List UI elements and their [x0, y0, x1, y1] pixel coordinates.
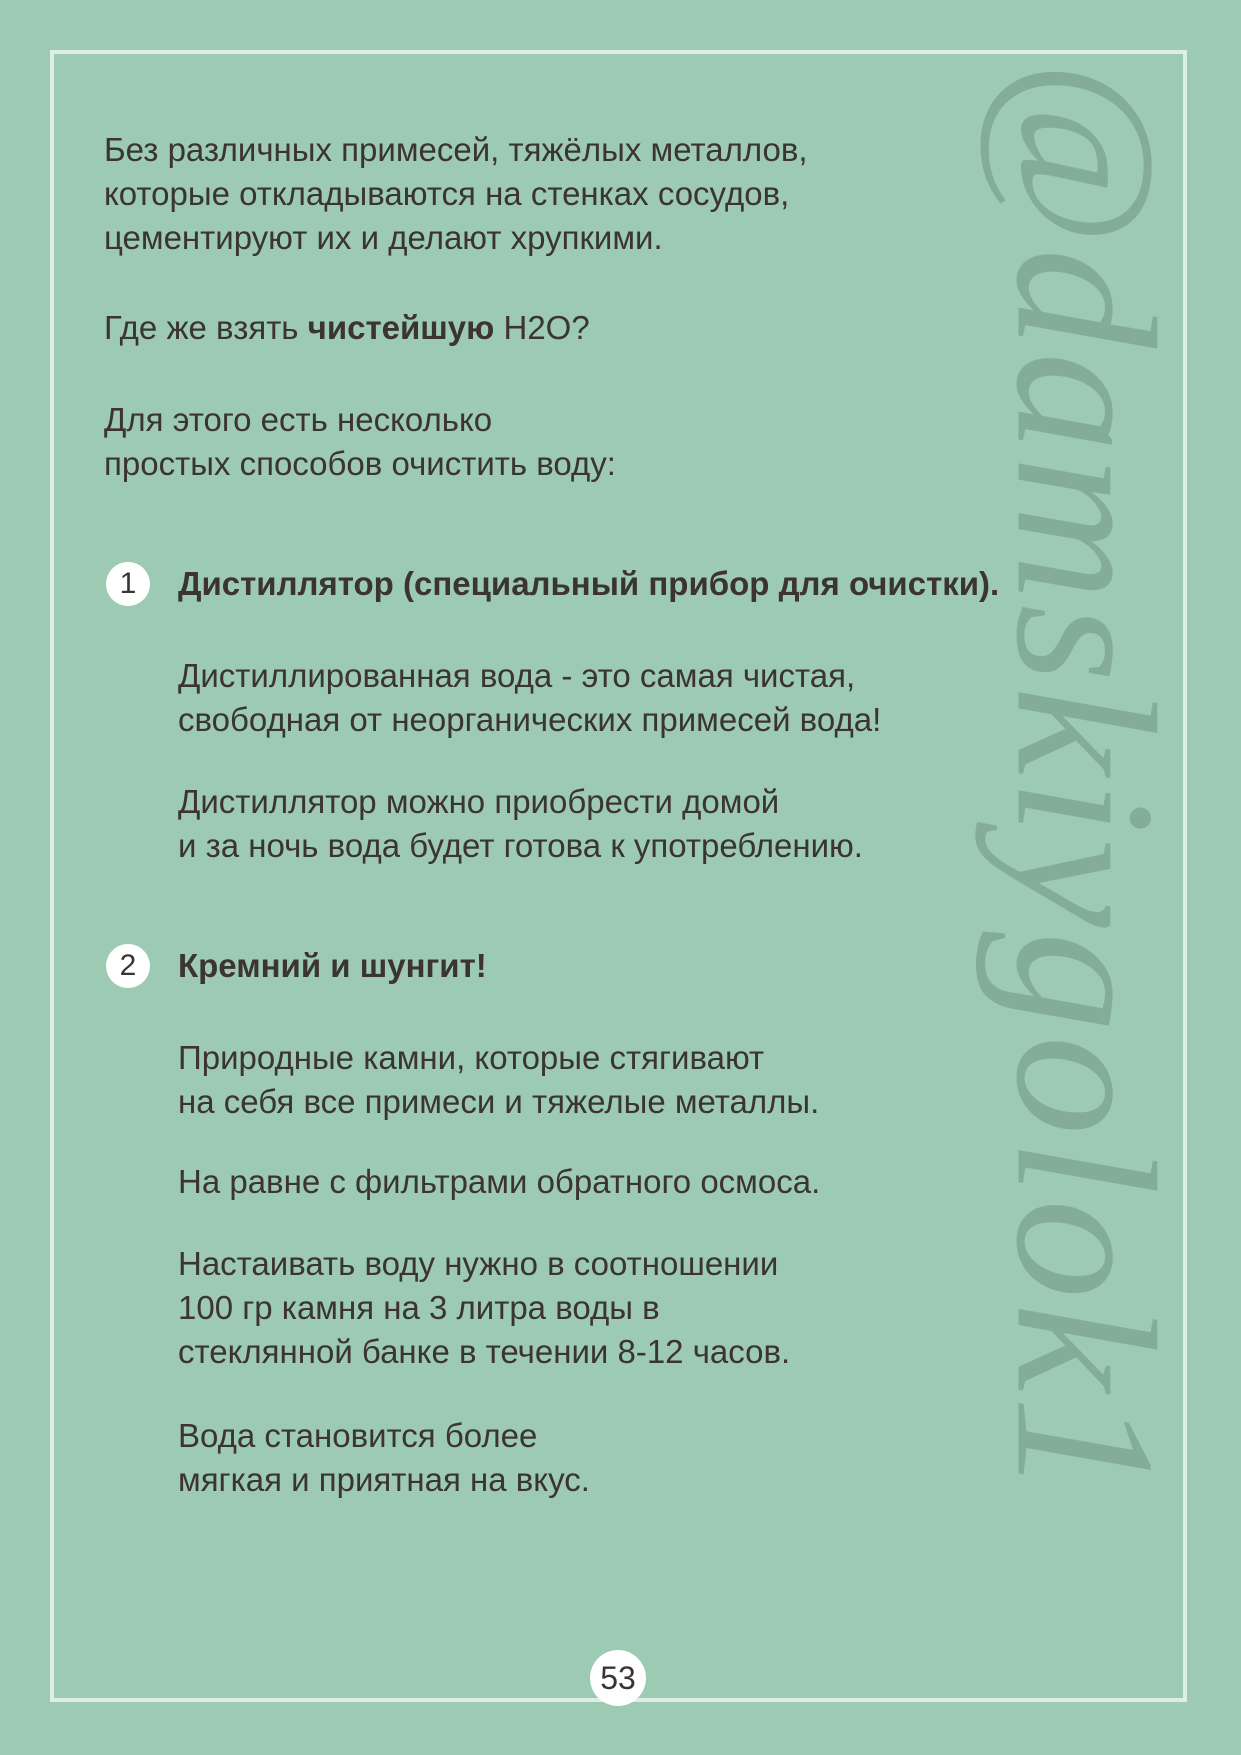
item-2-paragraph [178, 1036, 819, 1124]
text-line: на себя все примеси и тяжелые металлы. [178, 1083, 820, 1120]
text-line: 100 гр камня на 3 литра воды в [178, 1289, 660, 1326]
text-line: Для этого есть несколько [104, 401, 493, 438]
item-2-paragraph [178, 1414, 590, 1502]
text-line: На равне с фильтрами обратного осмоса. [178, 1163, 821, 1200]
page-number: 53 [590, 1650, 646, 1706]
text-line: мягкая и приятная на вкус. [178, 1461, 590, 1498]
text-line: Дистиллятор можно приобрести домой [178, 783, 780, 820]
item-1-title: Дистиллятор (специальный прибор для очистки). [178, 565, 1000, 602]
watermark: @damskiygolok1 [974, 60, 1196, 1500]
lead-paragraph [104, 398, 616, 486]
text-line: простых способов очистить воду: [104, 445, 616, 482]
item-1-paragraph [178, 780, 863, 868]
text-line: цементируют их и делают хрупкими. [104, 219, 663, 256]
text-line: и за ночь вода будет готова к употреблению. [178, 827, 863, 864]
text: Где же взять [104, 309, 308, 346]
text-line: Настаивать воду нужно в соотношении [178, 1245, 779, 1282]
item-2-title: Кремний и шунгит! [178, 947, 487, 984]
text-line: Без различных примесей, тяжёлых металлов, [104, 131, 808, 168]
number-badge-1: 1 [106, 562, 150, 606]
text-line: Природные камни, которые стягивают [178, 1039, 765, 1076]
text-line: Вода становится более [178, 1417, 538, 1454]
text-line: свободная от неорганических примесей вода! [178, 701, 882, 738]
text-line: которые откладываются на стенках сосудов, [104, 175, 790, 212]
number-badge-2: 2 [106, 944, 150, 988]
intro-paragraph [104, 128, 808, 260]
item-2-paragraph [178, 1160, 820, 1204]
item-2-paragraph [178, 1242, 790, 1374]
question-paragraph [104, 306, 590, 350]
item-1-paragraph [178, 654, 881, 742]
text: H2O? [494, 309, 590, 346]
text-line: стеклянной банке в течении 8-12 часов. [178, 1333, 791, 1370]
bold-text: чистейшую [307, 309, 495, 346]
text-line: Дистиллированная вода - это самая чистая, [178, 657, 856, 694]
